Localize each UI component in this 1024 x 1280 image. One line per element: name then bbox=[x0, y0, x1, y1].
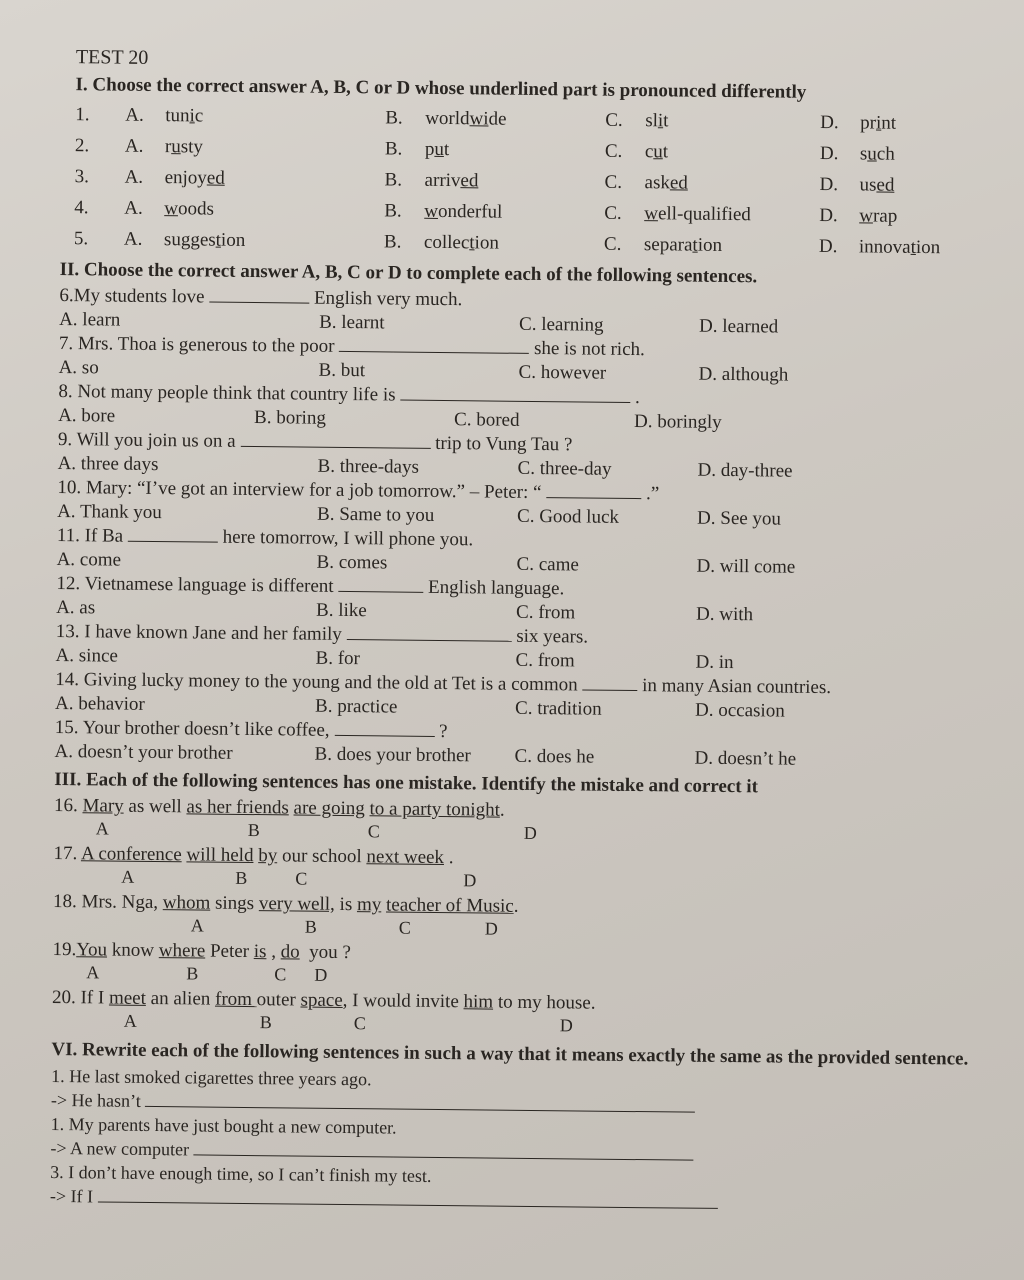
answer-option: D. in bbox=[695, 651, 734, 674]
answer-option: A. come bbox=[56, 548, 122, 571]
word-part: separa bbox=[643, 234, 693, 256]
answer-option: D. boringly bbox=[633, 411, 722, 433]
question-stem: 15. Your brother doesn’t like coffee, bbox=[54, 716, 335, 741]
sentence-segment: , bbox=[266, 941, 281, 963]
choice-letter: C bbox=[398, 917, 411, 938]
rewrite-prompt: -> He hasn’t bbox=[50, 1089, 146, 1111]
answer-option: D. doesn’t he bbox=[694, 747, 797, 770]
question-number: 4. bbox=[74, 197, 89, 219]
answer-option: A. doesn’t your brother bbox=[54, 740, 233, 764]
word-part: onderful bbox=[437, 200, 503, 223]
underlined-segment: are going bbox=[293, 797, 365, 820]
choice-letter: C bbox=[274, 964, 287, 985]
section-3-questions bbox=[52, 794, 999, 1044]
section-1-rows bbox=[60, 99, 1007, 264]
sentence-segment: an alien bbox=[145, 987, 216, 1010]
option-a bbox=[124, 193, 384, 227]
question-tail: English very much. bbox=[309, 287, 463, 311]
question-stem: 14. Giving lucky money to the young and the old at Tet is a common bbox=[55, 668, 583, 696]
question-number: 2. bbox=[74, 135, 90, 157]
question-stem: 9. Will you join us on a bbox=[57, 428, 241, 452]
word-part: c bbox=[194, 105, 204, 127]
underlined-segment: next week bbox=[366, 846, 445, 869]
option-a bbox=[124, 162, 384, 196]
answer-option: C. does he bbox=[514, 745, 595, 768]
sentence-segment: . bbox=[499, 799, 505, 821]
sentence-segment: outer bbox=[256, 989, 301, 1011]
underlined-part: t bbox=[692, 234, 698, 256]
sentence-segment: . bbox=[443, 847, 454, 869]
option-d bbox=[819, 200, 1019, 233]
sentence-segment: to my house. bbox=[493, 991, 596, 1014]
underlined-segment: do bbox=[280, 941, 300, 963]
sentence-segment: , I would invite bbox=[342, 989, 464, 1013]
answer-blank bbox=[338, 575, 423, 593]
option-letter: A. bbox=[124, 197, 143, 219]
choice-letter: B bbox=[235, 867, 248, 888]
option-c bbox=[604, 198, 819, 231]
option-letter: C. bbox=[604, 202, 622, 224]
question-number: 5. bbox=[73, 228, 89, 250]
question-tail: she is not rich. bbox=[529, 337, 645, 361]
underlined-segment: by bbox=[258, 845, 278, 867]
answer-option: D. will come bbox=[696, 555, 796, 578]
option-letter: C. bbox=[605, 109, 623, 131]
underlined-part: u bbox=[867, 143, 877, 165]
answer-option: A. Thank you bbox=[57, 500, 162, 524]
answer-option: A. as bbox=[56, 596, 96, 619]
answer-option: B. comes bbox=[316, 551, 388, 574]
choice-letter: C bbox=[367, 821, 380, 842]
option-c bbox=[605, 105, 820, 138]
option-d bbox=[820, 138, 1020, 171]
option-letter: A. bbox=[125, 104, 144, 126]
question-stem: 10. Mary: “I’ve got an interview for a job tomorrow.” – Peter: “ bbox=[57, 476, 547, 504]
answer-option: D. although bbox=[698, 363, 789, 386]
choice-letter: A bbox=[123, 1010, 137, 1031]
underlined-part: u bbox=[434, 138, 445, 161]
option-letter: D. bbox=[819, 204, 838, 227]
option-c bbox=[604, 229, 819, 262]
option-b bbox=[384, 195, 604, 228]
answer-blank bbox=[582, 673, 637, 691]
question-stem: 8. Not many people think that country life is bbox=[58, 380, 401, 406]
question-tail: in many Asian countries. bbox=[637, 675, 832, 699]
section-1-heading: I. Choose the correct answer A, B, C or D whose underlined part is pronounced differently bbox=[75, 74, 807, 103]
section-2-questions bbox=[54, 284, 1004, 774]
sentence-segment: 17. bbox=[53, 842, 82, 865]
section-2-heading: II. Choose the correct answer A, B, C or D to complete each of the following sentences. bbox=[59, 258, 758, 288]
choice-letter: A bbox=[95, 818, 109, 839]
word-part: innova bbox=[858, 236, 911, 258]
sentence-segment: 19. bbox=[52, 938, 77, 961]
sentence-segment: 16. bbox=[53, 794, 83, 817]
answer-option: A. learn bbox=[59, 308, 121, 331]
word-part: enjoy bbox=[164, 167, 207, 189]
question-tail: ? bbox=[434, 720, 448, 743]
underlined-part: u bbox=[171, 136, 181, 158]
underlined-segment: to a party tonight bbox=[369, 798, 501, 821]
option-letter: A. bbox=[124, 135, 144, 157]
choice-letter: A bbox=[121, 866, 135, 887]
word-part: ask bbox=[644, 172, 671, 194]
choice-letter: C bbox=[353, 1013, 366, 1034]
question-tail: English language. bbox=[423, 576, 565, 600]
option-d bbox=[819, 231, 1019, 264]
question-stem: 12. Vietnamese language is different bbox=[56, 572, 339, 597]
underlined-segment: very well, bbox=[258, 893, 335, 915]
answer-option: D. with bbox=[695, 603, 754, 626]
question-tail: six years. bbox=[511, 625, 589, 648]
option-letter: B. bbox=[384, 169, 403, 191]
word-part: ch bbox=[876, 143, 895, 165]
underlined-part: wi bbox=[469, 108, 489, 130]
test-title: TEST 20 bbox=[75, 46, 149, 69]
answer-option: C. came bbox=[516, 553, 579, 576]
question-tail: here tomorrow, I will phone you. bbox=[217, 526, 474, 551]
answer-line bbox=[98, 1187, 718, 1208]
question-stem: 7. Mrs. Thoa is generous to the poor bbox=[58, 332, 340, 357]
sentence-segment: Peter bbox=[205, 940, 254, 963]
section-3-heading: III. Each of the following sentences has one mistake. Identify the mistake and correct it bbox=[54, 768, 759, 798]
option-letter: B. bbox=[384, 138, 403, 160]
word-part: us bbox=[859, 174, 877, 196]
choice-letter: B bbox=[186, 963, 199, 984]
underlined-segment: where bbox=[158, 940, 206, 962]
question-stem: 6.My students love bbox=[59, 284, 210, 308]
answer-blank bbox=[334, 719, 434, 737]
answer-option: D. day-three bbox=[697, 459, 793, 482]
underlined-part: w bbox=[859, 205, 874, 227]
underlined-part: u bbox=[653, 141, 663, 163]
rewrite-sentence: 1. My parents have just bought a new computer. bbox=[50, 1113, 397, 1138]
option-b bbox=[385, 133, 605, 166]
sentence-segment: as well bbox=[123, 795, 187, 818]
section-6-items bbox=[50, 1064, 996, 1218]
question-tail: . bbox=[630, 386, 640, 409]
word-part: t bbox=[663, 110, 669, 132]
choice-letter: A bbox=[190, 915, 204, 936]
answer-line bbox=[145, 1092, 695, 1113]
answer-option: A. three days bbox=[57, 452, 159, 476]
word-part: t bbox=[443, 139, 450, 161]
choice-letter: A bbox=[86, 962, 100, 983]
underlined-part: ed bbox=[876, 174, 895, 196]
answer-line bbox=[194, 1140, 694, 1160]
underlined-part: t bbox=[910, 236, 917, 258]
word-part: ion bbox=[915, 236, 941, 259]
option-a bbox=[125, 131, 385, 165]
choice-letter: B bbox=[247, 819, 260, 841]
underlined-segment: whom bbox=[162, 892, 211, 914]
option-letter: D. bbox=[818, 235, 838, 258]
choice-letter: C bbox=[295, 868, 308, 889]
option-d bbox=[820, 107, 1020, 140]
answer-option: A. bore bbox=[58, 404, 116, 427]
answer-option: A. so bbox=[58, 356, 99, 379]
word-part: nt bbox=[881, 112, 897, 134]
underlined-part: i bbox=[189, 105, 195, 127]
rewrite-sentence: 1. He last smoked cigarettes three years ago. bbox=[51, 1065, 372, 1090]
underlined-segment: Mary bbox=[82, 795, 124, 817]
option-letter: D. bbox=[819, 142, 839, 165]
option-c bbox=[605, 136, 820, 169]
answer-option: B. practice bbox=[314, 695, 398, 718]
answer-option: B. for bbox=[315, 647, 361, 670]
word-part: tun bbox=[165, 105, 190, 127]
answer-option: D. occasion bbox=[694, 699, 785, 722]
answer-blank bbox=[128, 525, 218, 543]
question-number: 3. bbox=[74, 166, 89, 188]
word-part: p bbox=[424, 138, 435, 160]
underlined-part: ed bbox=[206, 167, 225, 189]
option-letter: B. bbox=[385, 107, 403, 129]
question-stem: 13. I have known Jane and her family bbox=[55, 620, 347, 646]
sentence-segment: . bbox=[513, 895, 519, 917]
word-part: r bbox=[164, 136, 172, 158]
underlined-part: i bbox=[875, 112, 882, 134]
choice-letter: B bbox=[304, 916, 317, 937]
underlined-part: w bbox=[644, 203, 659, 225]
answer-option: D. learned bbox=[698, 315, 779, 338]
answer-blank bbox=[400, 384, 630, 403]
rewrite-prompt: -> A new computer bbox=[50, 1137, 194, 1160]
word-part: sl bbox=[645, 110, 659, 132]
word-part: collec bbox=[423, 231, 470, 254]
choice-letter: D bbox=[484, 918, 498, 939]
option-letter: C. bbox=[604, 171, 623, 193]
choice-letter: B bbox=[259, 1012, 272, 1033]
option-letter: D. bbox=[820, 111, 839, 134]
underlined-part: w bbox=[164, 198, 179, 220]
underlined-segment: will held bbox=[186, 844, 254, 867]
underlined-part: t bbox=[469, 232, 475, 254]
answer-blank bbox=[209, 286, 309, 304]
option-letter: C. bbox=[604, 140, 623, 162]
sentence-segment: is bbox=[334, 893, 358, 916]
word-part: sugges bbox=[163, 229, 216, 251]
underlined-segment: space bbox=[300, 989, 343, 1011]
answer-blank bbox=[546, 481, 641, 499]
answer-option: C. bored bbox=[453, 409, 520, 431]
answer-option: B. but bbox=[318, 359, 366, 382]
word-part: c bbox=[644, 141, 654, 163]
option-c bbox=[604, 167, 819, 200]
sentence-segment: know bbox=[107, 939, 159, 962]
answer-option: C. Good luck bbox=[516, 505, 620, 528]
answer-option: B. three-days bbox=[317, 455, 420, 478]
sentence-segment: sings bbox=[210, 892, 259, 915]
underlined-segment: You bbox=[76, 939, 108, 961]
option-a bbox=[124, 224, 384, 258]
answer-option: C. from bbox=[515, 601, 576, 624]
underlined-segment: meet bbox=[108, 987, 147, 1009]
underlined-segment: him bbox=[463, 991, 494, 1013]
word-part: pr bbox=[860, 112, 877, 134]
option-a bbox=[125, 100, 385, 134]
sentence-segment: 18. Mrs. Nga, bbox=[52, 890, 163, 914]
option-letter: B. bbox=[383, 231, 402, 253]
underlined-segment: A conference bbox=[80, 843, 182, 866]
underlined-segment: my bbox=[356, 894, 382, 916]
underlined-part: w bbox=[424, 200, 439, 222]
question-tail: .” bbox=[641, 483, 660, 505]
option-b bbox=[385, 102, 605, 135]
answer-option: C. tradition bbox=[514, 697, 602, 720]
sentence-segment: you ? bbox=[299, 941, 352, 964]
answer-option: D. See you bbox=[696, 507, 782, 530]
option-letter: A. bbox=[123, 228, 143, 250]
word-part: ell-qualified bbox=[657, 203, 751, 226]
answer-option: B. boring bbox=[254, 407, 327, 429]
word-part: ion bbox=[697, 234, 723, 256]
worksheet-content bbox=[50, 46, 1007, 1218]
question-number: 1. bbox=[75, 104, 90, 126]
underlined-segment: teacher of Music bbox=[385, 894, 514, 917]
question-stem: 11. If Ba bbox=[56, 524, 129, 547]
choice-letter: D bbox=[314, 964, 328, 985]
answer-option: B. like bbox=[315, 599, 367, 622]
option-b bbox=[384, 164, 604, 197]
sentence-segment: our school bbox=[277, 845, 367, 868]
word-part: t bbox=[662, 141, 669, 163]
option-letter: D. bbox=[819, 173, 839, 196]
question-tail: trip to Vung Tau ? bbox=[430, 432, 573, 456]
word-part: ion bbox=[220, 229, 246, 251]
word-part: de bbox=[488, 108, 507, 130]
answer-option: C. learning bbox=[519, 313, 604, 336]
underlined-segment: from bbox=[214, 988, 257, 1011]
word-part: oods bbox=[177, 198, 215, 220]
word-part: world bbox=[425, 107, 470, 130]
answer-option: C. however bbox=[518, 361, 607, 384]
answer-option: B. Same to you bbox=[317, 503, 435, 526]
underlined-part: ed bbox=[460, 170, 479, 192]
word-part: s bbox=[859, 143, 868, 165]
underlined-part: i bbox=[657, 110, 664, 132]
rewrite-prompt: -> If I bbox=[49, 1185, 98, 1207]
word-part: arriv bbox=[424, 169, 461, 192]
answer-option: C. from bbox=[515, 649, 575, 672]
word-part: sty bbox=[180, 136, 204, 158]
word-part: ion bbox=[474, 232, 499, 254]
answer-blank bbox=[347, 623, 512, 642]
option-b bbox=[384, 226, 604, 259]
choice-letter: D bbox=[559, 1015, 573, 1036]
answer-blank bbox=[240, 430, 430, 449]
answer-option: C. three-day bbox=[517, 457, 612, 480]
rewrite-sentence: 3. I don’t have enough time, so I can’t finish my test. bbox=[50, 1161, 432, 1186]
option-letter: B. bbox=[384, 200, 402, 222]
option-d bbox=[819, 169, 1019, 202]
word-part: rap bbox=[872, 205, 898, 227]
section-6-heading: VI. Rewrite each of the following sentences in such a way that it means exactly the same as the provided sentence. bbox=[51, 1038, 969, 1070]
sentence-segment: 20. If I bbox=[51, 986, 110, 1009]
choice-letter: D bbox=[523, 822, 537, 844]
underlined-part: ed bbox=[669, 172, 688, 194]
underlined-segment: as her friends bbox=[186, 796, 289, 819]
option-letter: C. bbox=[603, 233, 622, 255]
answer-option: B. does your brother bbox=[314, 743, 471, 767]
answer-option: A. since bbox=[55, 644, 118, 667]
option-letter: A. bbox=[124, 166, 144, 188]
answer-option: B. learnt bbox=[319, 311, 385, 334]
answer-blank bbox=[339, 335, 529, 354]
choice-letter: D bbox=[463, 870, 477, 891]
underlined-part: t bbox=[215, 229, 222, 251]
answer-option: A. behavior bbox=[55, 692, 145, 715]
underlined-segment: is bbox=[253, 941, 267, 963]
